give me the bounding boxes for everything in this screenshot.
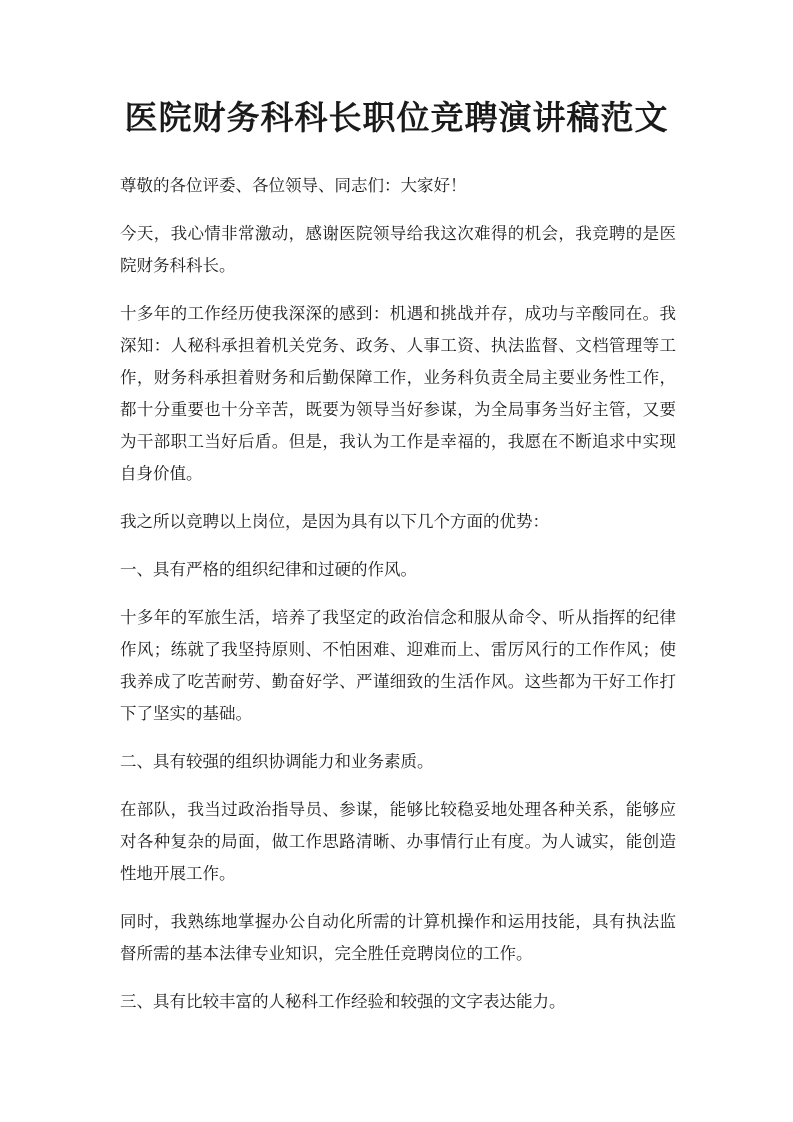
skills-paragraph: 同时，我熟练地掌握办公自动化所需的计算机操作和运用技能，具有执法监督所需的基本法律专业知识，完全胜任竞聘岗位的工作。 xyxy=(120,912,676,963)
experience-paragraph: 十多年的工作经历使我深深的感到：机遇和挑战并存，成功与辛酸同在。我深知：人秘科承担着机关党务、政务、人事工资、执法监督、文档管理等工作，财务科承担着财务和后勤保障工作，业务科负责全局主要业务性工作，都十分重要也十分辛苦，既要为领导当好参谋，为全局事务当好主管，又要为干部职工当好后盾。但是，我认为工作是幸福的，我愿在不断追求中实现自身价值。 xyxy=(120,304,676,483)
greeting-paragraph: 尊敬的各位评委、各位领导、同志们：大家好！ xyxy=(120,176,467,195)
document-body xyxy=(120,170,676,1034)
army-experience-paragraph: 在部队，我当过政治指导员、参谋，能够比较稳妥地处理各种关系，能够应对各种复杂的局面，做工作思路清晰、办事情行止有度。为人诚实，能创造性地开展工作。 xyxy=(120,800,676,883)
section-heading-1: 一、具有严格的组织纪律和过硬的作风。 xyxy=(120,560,417,579)
military-paragraph: 十多年的军旅生活，培养了我坚定的政治信念和服从命令、听从指挥的纪律作风；练就了我坚持原则、不怕困难、迎难而上、雷厉风行的工作作风；使我养成了吃苦耐劳、勤奋好学、严谨细致的生活作风。这些都为干好工作打下了坚实的基础。 xyxy=(120,608,676,723)
advantages-intro-paragraph: 我之所以竞聘以上岗位，是因为具有以下几个方面的优势： xyxy=(120,512,549,531)
intro-paragraph: 今天，我心情非常激动，感谢医院领导给我这次难得的机会，我竞聘的是医院财务科科长。 xyxy=(120,224,676,275)
document-title: 医院财务科科长职位竞聘演讲稿范文 xyxy=(124,98,669,137)
section-heading-2: 二、具有较强的组织协调能力和业务素质。 xyxy=(120,752,434,771)
section-heading-3: 三、具有比较丰富的人秘科工作经验和较强的文字表达能力。 xyxy=(120,992,566,1011)
